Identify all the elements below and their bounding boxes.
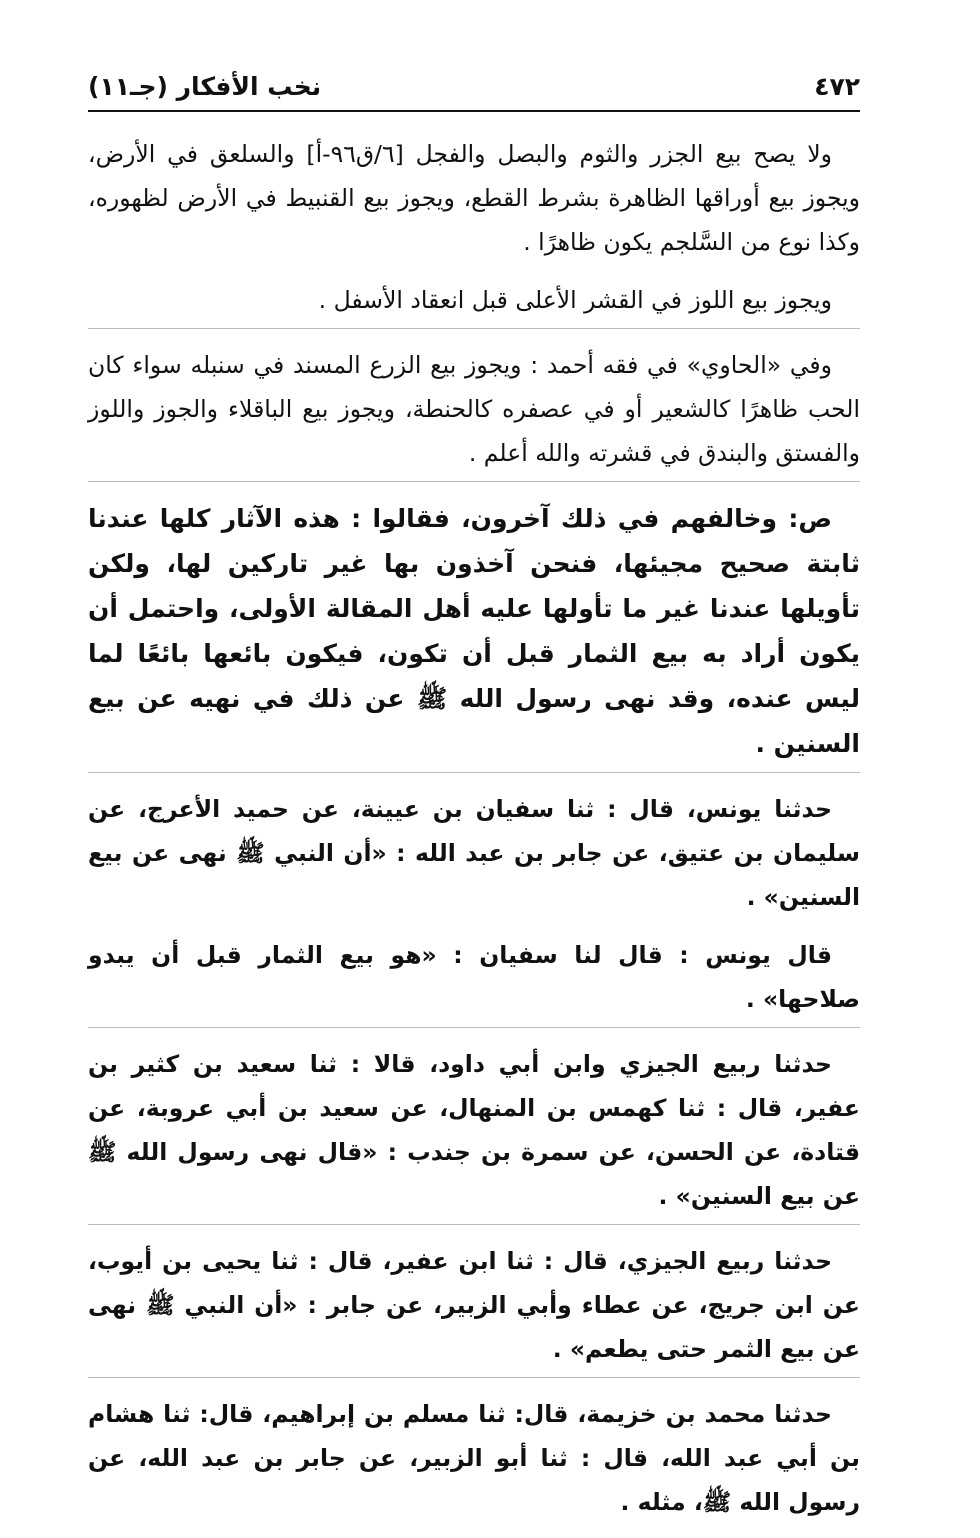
paragraph-6: قال يونس : قال لنا سفيان : «هو بيع الثمار قبل أن يبدو صلاحها» . xyxy=(88,933,860,1028)
paragraph-2: ويجوز بيع اللوز في القشر الأعلى قبل انعقاد الأسفل . xyxy=(88,278,860,329)
paragraph-5: حدثنا يونس، قال : ثنا سفيان بن عيينة، عن حميد الأعرج، عن سليمان بن عتيق، عن جابر بن عبد الله : «أن النبي ﷺ نهى عن بيع السنين» . xyxy=(88,795,860,911)
paragraph-8: حدثنا ربيع الجيزي، قال : ثنا ابن عفير، قال : ثنا يحيى بن أيوب، عن ابن جريج، عن عطاء وأبي الزبير، عن جابر : «أن النبي ﷺ نهى عن بيع الثمر حتى يطعم» . xyxy=(88,1239,860,1378)
paragraph-1: ولا يصح بيع الجزر والثوم والبصل والفجل [٦/ق٩٦-أ] والسلعق في الأرض، ويجوز بيع أوراقها الظاهرة بشرط القطع، ويجوز بيع القنبيط في الأرض لظهوره، وكذا نوع من السَّلجم يكون ظاهرًا . xyxy=(88,140,860,256)
paragraph-4: ص: وخالفهم في ذلك آخرون، فقالوا : هذه الآثار كلها عندنا ثابتة صحيح مجيئها، فنحن آخذون بها غير تاركين لها، ولكن تأويلها عندنا غير ما تأولها عليه أهل المقالة الأولى، واحتمل أن يكون أراد به بيع الثمار قبل أن تكون، فيكون بائعها بائعًا لما ليس عنده، وقد نهى رسول الله ﷺ عن ذلك في نهيه عن بيع السنين . xyxy=(88,496,860,773)
page-body xyxy=(88,132,860,1538)
page-header xyxy=(88,66,860,106)
paragraph-7: حدثنا ربيع الجيزي وابن أبي داود، قالا : ثنا سعيد بن كثير بن عفير، قال : ثنا كهمس بن المنهال، عن سعيد بن أبي عروبة، عن قتادة، عن الحسن، عن سمرة بن جندب : «قال نهى رسول الله ﷺ عن بيع السنين» . xyxy=(88,1042,860,1225)
paragraph-3: وفي «الحاوي» في فقه أحمد : ويجوز بيع الزرع المسند في سنبله سواء كان الحب ظاهرًا كالشعير أو في عصفره كالحنطة، ويجوز بيع الباقلاء والجوز واللوز والفستق والبندق في قشرته والله أعلم . xyxy=(88,343,860,482)
paragraph-9: حدثنا محمد بن خزيمة، قال: ثنا مسلم بن إبراهيم، قال: ثنا هشام بن أبي عبد الله، قال : ثنا أبو الزبير، عن جابر بن عبد الله، عن رسول الله ﷺ، مثله . xyxy=(88,1400,860,1516)
page-number: ٤٧٢ xyxy=(814,71,860,101)
book-title: نخب الأفكار (جـ١١) xyxy=(88,71,322,101)
header-rule xyxy=(88,110,860,112)
